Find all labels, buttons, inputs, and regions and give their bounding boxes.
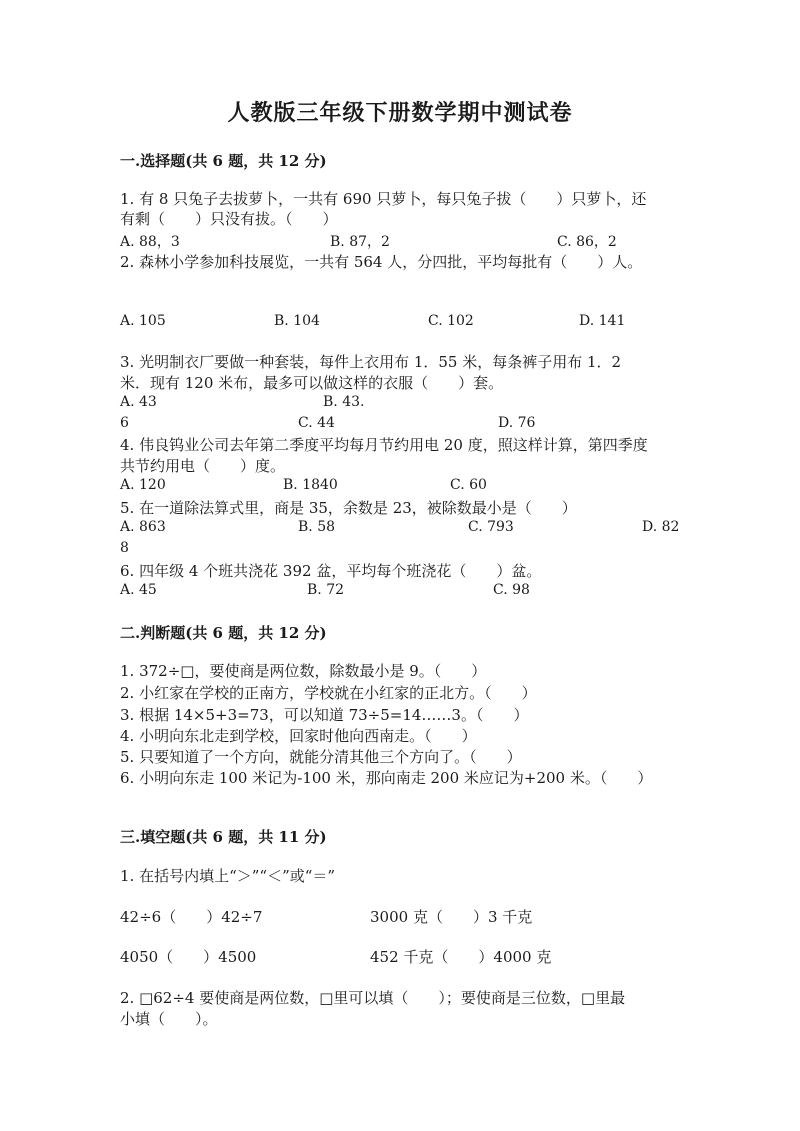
answer-option: B. 58 [298,519,336,535]
compare-item: 42÷6（ ）42÷7 [120,908,263,926]
answer-option: A. 88，3 [120,234,180,250]
answer-option: A. 120 [120,477,166,493]
answer-option: C. 98 [493,582,530,598]
question-text: 2. 小红家在学校的正南方，学校就在小红家的正北方。（ ） [120,684,537,702]
question-text: 4. 小明向东北走到学校，回家时他向西南走。（ ） [120,727,477,745]
question-text: 小填（ ）。 [120,1010,218,1028]
answer-option: C. 86，2 [557,234,617,250]
compare-item: 3000 克（ ）3 千克 [370,908,533,926]
answer-option: C. 102 [428,313,474,329]
answer-option: B. 87，2 [330,234,390,250]
answer-option: A. 45 [120,582,157,598]
section-heading-fill: 三.填空题(共 6 题，共 11 分) [120,828,327,846]
question-text: 有剩（ ）只没有拔。（ ） [120,210,338,228]
answer-option: B. 72 [307,582,345,598]
question-text: 1. 372÷□，要使商是两位数，除数最小是 9。（ ） [120,662,487,680]
answer-option: 8 [120,540,129,556]
answer-option: A. 863 [120,519,166,535]
answer-option: A. 43 [120,394,157,410]
answer-option: C. 60 [450,477,487,493]
compare-item: 4050（ ）4500 [120,948,257,966]
question-text: 3. 光明制衣厂要做一种套装，每件上衣用布 1．55 米，每条裤子用布 1．2 [120,353,622,371]
answer-option: C. 793 [468,519,514,535]
question-text: 1. 在括号内填上“＞”“＜”或“＝” [120,867,336,885]
question-text: 共节约用电（ ）度。 [120,457,286,475]
question-text: 米．现有 120 米布，最多可以做这样的衣服（ ）套。 [120,374,504,392]
answer-option: D. 76 [498,415,536,431]
answer-option: B. 1840 [283,477,338,493]
question-text: 2. 森林小学参加科技展览，一共有 564 人，分四批，平均每批有（ ）人。 [120,253,643,271]
answer-option: B. 43. [323,394,365,410]
question-text: 5. 只要知道了一个方向，就能分清其他三个方向了。（ ） [120,748,522,766]
answer-option: D. 82 [642,519,680,535]
page-title: 人教版三年级下册数学期中测试卷 [227,100,573,126]
answer-option: A. 105 [120,313,166,329]
question-text: 6. 小明向东走 100 米记为-100 米，那向南走 200 米应记为+200 米。（ ） [120,769,653,787]
answer-option: 6 [120,415,129,431]
question-text: 1. 有 8 只兔子去拔萝卜，一共有 690 只萝卜，每只兔子拔（ ）只萝卜，还 [120,190,647,208]
question-text: 4. 伟良钨业公司去年第二季度平均每月节约用电 20 度，照这样计算，第四季度 [120,436,648,454]
answer-option: D. 141 [579,313,626,329]
question-text: 3. 根据 14×5+3=73，可以知道 73÷5=14……3。（ ） [120,706,529,724]
section-heading-choice: 一.选择题(共 6 题，共 12 分) [120,152,327,170]
question-text: 5. 在一道除法算式里，商是 35，余数是 23，被除数最小是（ ） [120,499,577,517]
answer-option: C. 44 [298,415,335,431]
section-heading-judge: 二.判断题(共 6 题，共 12 分) [120,624,327,642]
question-text: 2. □62÷4 要使商是两位数，□里可以填（ ）；要使商是三位数，□里最 [120,989,626,1007]
answer-option: B. 104 [274,313,320,329]
compare-item: 452 千克（ ）4000 克 [370,948,552,966]
question-text: 6. 四年级 4 个班共浇花 392 盆，平均每个班浇花（ ）盆。 [120,562,542,580]
